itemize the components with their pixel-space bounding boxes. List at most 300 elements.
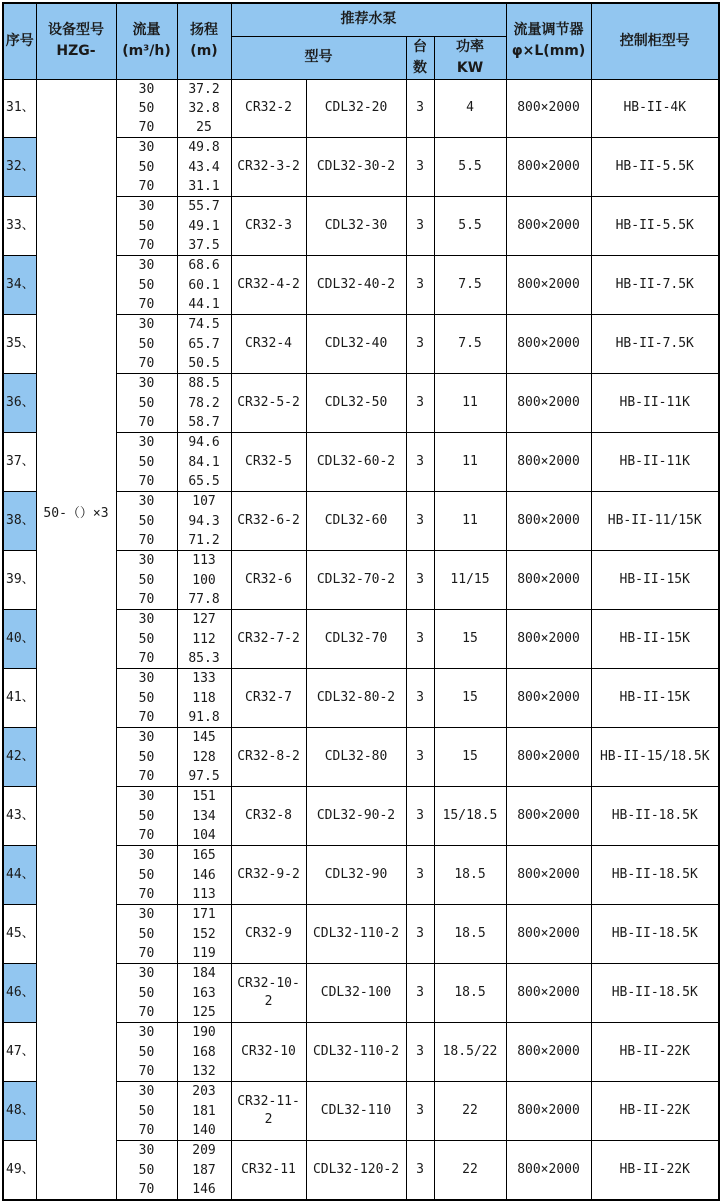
flow-value: 30 xyxy=(138,1025,155,1041)
pump-quantity: 3 xyxy=(406,315,434,374)
cdl-pump-model: CDL32-110 xyxy=(306,1082,406,1141)
pump-quantity: 3 xyxy=(406,79,434,138)
head-cell xyxy=(177,1023,231,1082)
serial-cell xyxy=(3,138,36,197)
cr-pump-model: CR32-10-2 xyxy=(231,964,306,1023)
flow-cell xyxy=(116,1082,177,1141)
head-value: 97.5 xyxy=(188,768,220,784)
control-cabinet-model: HB-II-7.5K xyxy=(591,256,719,315)
serial-number: 47、 xyxy=(6,1044,35,1060)
control-cabinet-model: HB-II-18.5K xyxy=(591,905,719,964)
pump-quantity: 3 xyxy=(406,256,434,315)
flow-regulator-size: 800×2000 xyxy=(506,492,591,551)
pump-power: 15 xyxy=(434,669,506,728)
cdl-pump-model: CDL32-70 xyxy=(306,610,406,669)
head-value: 100 xyxy=(192,572,216,588)
serial-number: 32、 xyxy=(6,159,35,175)
flow-cell xyxy=(116,610,177,669)
head-value: 112 xyxy=(192,631,216,647)
flow-regulator-size: 800×2000 xyxy=(506,964,591,1023)
head-value: 145 xyxy=(192,730,216,746)
head-value: 55.7 xyxy=(188,199,220,215)
cr-pump-model: CR32-3 xyxy=(231,197,306,256)
serial-number: 42、 xyxy=(6,749,35,765)
flow-regulator-size: 800×2000 xyxy=(506,787,591,846)
flow-regulator-size: 800×2000 xyxy=(506,728,591,787)
pump-power: 5.5 xyxy=(434,197,506,256)
serial-number: 38、 xyxy=(6,513,35,529)
flow-regulator-size: 800×2000 xyxy=(506,79,591,138)
flow-value: 50 xyxy=(138,454,155,470)
flow-cell xyxy=(116,433,177,492)
cdl-pump-model: CDL32-20 xyxy=(306,79,406,138)
head-header-label: 扬程 xyxy=(190,22,218,39)
head-value: 184 xyxy=(192,966,216,982)
cdl-pump-model: CDL32-80 xyxy=(306,728,406,787)
serial-cell xyxy=(3,1023,36,1082)
serial-cell xyxy=(3,433,36,492)
flow-cell xyxy=(116,669,177,728)
control-cabinet-model: HB-II-15/18.5K xyxy=(591,728,719,787)
serial-cell xyxy=(3,905,36,964)
pump-power: 11 xyxy=(434,492,506,551)
pump-quantity: 3 xyxy=(406,669,434,728)
head-cell xyxy=(177,610,231,669)
device-model-header-prefix: HZG- xyxy=(56,43,96,60)
flow-regulator-header-unit: φ×L(mm) xyxy=(511,43,586,60)
flow-regulator-size: 800×2000 xyxy=(506,138,591,197)
flow-value: 70 xyxy=(138,827,155,843)
head-value: 49.8 xyxy=(188,140,220,156)
flow-regulator-size: 800×2000 xyxy=(506,315,591,374)
flow-value: 30 xyxy=(138,612,155,628)
head-value: 58.7 xyxy=(188,415,220,431)
flow-cell xyxy=(116,374,177,433)
cr-pump-model: CR32-4 xyxy=(231,315,306,374)
cdl-pump-model: CDL32-110-2 xyxy=(306,1023,406,1082)
cdl-pump-model: CDL32-30-2 xyxy=(306,138,406,197)
head-value: 152 xyxy=(192,926,216,942)
head-value: 84.1 xyxy=(188,454,220,470)
flow-value: 70 xyxy=(138,356,155,372)
pump-power: 18.5 xyxy=(434,846,506,905)
flow-regulator-size: 800×2000 xyxy=(506,669,591,728)
serial-number: 36、 xyxy=(6,395,35,411)
head-value: 128 xyxy=(192,749,216,765)
serial-number: 46、 xyxy=(6,985,35,1001)
flow-value: 70 xyxy=(138,179,155,195)
flow-value: 50 xyxy=(138,985,155,1001)
head-value: 50.5 xyxy=(188,356,220,372)
control-cabinet-model: HB-II-11K xyxy=(591,433,719,492)
head-value: 125 xyxy=(192,1004,216,1020)
flow-regulator-size: 800×2000 xyxy=(506,1141,591,1200)
serial-cell xyxy=(3,374,36,433)
pump-quantity: 3 xyxy=(406,492,434,551)
flow-cell xyxy=(116,787,177,846)
flow-cell xyxy=(116,846,177,905)
head-cell xyxy=(177,492,231,551)
serial-number: 49、 xyxy=(6,1162,35,1178)
control-cabinet-model: HB-II-11/15K xyxy=(591,492,719,551)
head-value: 104 xyxy=(192,827,216,843)
head-value: 37.2 xyxy=(188,81,220,97)
flow-cell xyxy=(116,492,177,551)
cdl-pump-model: CDL32-60-2 xyxy=(306,433,406,492)
flow-regulator-size: 800×2000 xyxy=(506,197,591,256)
flow-regulator-header-label: 流量调节器 xyxy=(513,22,584,39)
flow-header xyxy=(116,3,177,79)
flow-value: 50 xyxy=(138,336,155,352)
head-cell xyxy=(177,669,231,728)
control-cabinet-model: HB-II-15K xyxy=(591,610,719,669)
pump-power: 5.5 xyxy=(434,138,506,197)
pump-power: 4 xyxy=(434,79,506,138)
control-cabinet-model: HB-II-22K xyxy=(591,1141,719,1200)
control-cabinet-header xyxy=(591,3,719,79)
flow-value: 30 xyxy=(138,907,155,923)
head-value: 25 xyxy=(196,120,212,136)
control-cabinet-header-label: 控制柜型号 xyxy=(619,32,690,49)
flow-value: 70 xyxy=(138,651,155,667)
flow-value: 50 xyxy=(138,808,155,824)
head-cell xyxy=(177,1141,231,1200)
head-value: 68.6 xyxy=(188,258,220,274)
flow-value: 50 xyxy=(138,690,155,706)
flow-value: 50 xyxy=(138,513,155,529)
flow-regulator-size: 800×2000 xyxy=(506,551,591,610)
head-value: 151 xyxy=(192,789,216,805)
head-value: 134 xyxy=(192,808,216,824)
pump-quantity: 3 xyxy=(406,197,434,256)
serial-number: 45、 xyxy=(6,926,35,942)
cdl-pump-model: CDL32-60 xyxy=(306,492,406,551)
head-value: 118 xyxy=(192,690,216,706)
cr-pump-model: CR32-6-2 xyxy=(231,492,306,551)
pump-quantity: 3 xyxy=(406,728,434,787)
pump-power: 7.5 xyxy=(434,315,506,374)
cdl-pump-model: CDL32-110-2 xyxy=(306,905,406,964)
flow-cell xyxy=(116,79,177,138)
cr-pump-model: CR32-5-2 xyxy=(231,374,306,433)
serial-number: 41、 xyxy=(6,690,35,706)
flow-value: 30 xyxy=(138,258,155,274)
serial-cell xyxy=(3,1082,36,1141)
pump-power-header xyxy=(434,36,506,79)
head-value: 32.8 xyxy=(188,100,220,116)
control-cabinet-model: HB-II-22K xyxy=(591,1023,719,1082)
serial-header xyxy=(3,3,36,79)
flow-value: 70 xyxy=(138,238,155,254)
pump-quantity: 3 xyxy=(406,138,434,197)
pump-quantity: 3 xyxy=(406,964,434,1023)
flow-value: 50 xyxy=(138,926,155,942)
flow-cell xyxy=(116,315,177,374)
flow-cell xyxy=(116,728,177,787)
control-cabinet-model: HB-II-22K xyxy=(591,1082,719,1141)
head-header-unit: (m) xyxy=(190,43,218,60)
flow-value: 50 xyxy=(138,867,155,883)
head-value: 113 xyxy=(192,553,216,569)
serial-cell xyxy=(3,1141,36,1200)
serial-number: 39、 xyxy=(6,572,35,588)
flow-value: 30 xyxy=(138,81,155,97)
flow-cell xyxy=(116,964,177,1023)
control-cabinet-model: HB-II-15K xyxy=(591,551,719,610)
head-value: 187 xyxy=(192,1162,216,1178)
head-value: 163 xyxy=(192,985,216,1001)
cr-pump-model: CR32-8 xyxy=(231,787,306,846)
serial-cell xyxy=(3,256,36,315)
flow-value: 30 xyxy=(138,730,155,746)
head-cell xyxy=(177,256,231,315)
flow-cell xyxy=(116,551,177,610)
device-model-cell xyxy=(36,79,116,1200)
cdl-pump-model: CDL32-40-2 xyxy=(306,256,406,315)
head-cell xyxy=(177,1082,231,1141)
pump-power: 11 xyxy=(434,374,506,433)
head-value: 146 xyxy=(192,1181,216,1197)
head-value: 49.1 xyxy=(188,218,220,234)
flow-regulator-header xyxy=(506,3,591,79)
pump-quantity: 3 xyxy=(406,1141,434,1200)
head-cell xyxy=(177,374,231,433)
head-cell xyxy=(177,905,231,964)
head-value: 168 xyxy=(192,1044,216,1060)
control-cabinet-model: HB-II-18.5K xyxy=(591,964,719,1023)
pump-power: 11 xyxy=(434,433,506,492)
table-body xyxy=(3,79,719,1200)
cdl-pump-model: CDL32-50 xyxy=(306,374,406,433)
cr-pump-model: CR32-3-2 xyxy=(231,138,306,197)
pump-power: 15 xyxy=(434,610,506,669)
head-value: 165 xyxy=(192,848,216,864)
flow-value: 30 xyxy=(138,1084,155,1100)
head-value: 119 xyxy=(192,945,216,961)
head-value: 31.1 xyxy=(188,179,220,195)
pump-quantity: 3 xyxy=(406,1082,434,1141)
head-value: 113 xyxy=(192,886,216,902)
flow-value: 70 xyxy=(138,1122,155,1138)
cdl-pump-model: CDL32-70-2 xyxy=(306,551,406,610)
flow-header-unit: (m³/h) xyxy=(122,43,171,60)
head-cell xyxy=(177,138,231,197)
pump-power: 18.5/22 xyxy=(434,1023,506,1082)
serial-number: 40、 xyxy=(6,631,35,647)
serial-number: 37、 xyxy=(6,454,35,470)
head-value: 85.3 xyxy=(188,651,220,667)
serial-cell xyxy=(3,551,36,610)
pump-quantity: 3 xyxy=(406,374,434,433)
control-cabinet-model: HB-II-18.5K xyxy=(591,787,719,846)
flow-cell xyxy=(116,197,177,256)
flow-value: 70 xyxy=(138,120,155,136)
serial-number: 43、 xyxy=(6,808,35,824)
head-cell xyxy=(177,964,231,1023)
head-value: 71.2 xyxy=(188,533,220,549)
cr-pump-model: CR32-7 xyxy=(231,669,306,728)
pump-quantity: 3 xyxy=(406,1023,434,1082)
flow-value: 70 xyxy=(138,297,155,313)
head-value: 132 xyxy=(192,1063,216,1079)
flow-value: 30 xyxy=(138,140,155,156)
pump-quantity: 3 xyxy=(406,787,434,846)
flow-value: 70 xyxy=(138,592,155,608)
pump-qty-header-label: 台数 xyxy=(413,38,427,76)
cr-pump-model: CR32-2 xyxy=(231,79,306,138)
control-cabinet-model: HB-II-18.5K xyxy=(591,846,719,905)
flow-regulator-size: 800×2000 xyxy=(506,1082,591,1141)
cr-pump-model: CR32-11 xyxy=(231,1141,306,1200)
pump-power: 18.5 xyxy=(434,964,506,1023)
pump-power-header-label: 功率 xyxy=(456,38,484,55)
head-value: 94.6 xyxy=(188,435,220,451)
head-value: 74.5 xyxy=(188,317,220,333)
flow-value: 50 xyxy=(138,395,155,411)
flow-value: 70 xyxy=(138,1004,155,1020)
cdl-pump-model: CDL32-90 xyxy=(306,846,406,905)
control-cabinet-model: HB-II-4K xyxy=(591,79,719,138)
cr-pump-model: CR32-10 xyxy=(231,1023,306,1082)
flow-value: 30 xyxy=(138,671,155,687)
control-cabinet-model: HB-II-5.5K xyxy=(591,197,719,256)
head-value: 60.1 xyxy=(188,277,220,293)
serial-number: 33、 xyxy=(6,218,35,234)
cr-pump-model: CR32-6 xyxy=(231,551,306,610)
pump-quantity: 3 xyxy=(406,433,434,492)
head-value: 107 xyxy=(192,494,216,510)
flow-value: 50 xyxy=(138,1044,155,1060)
recommended-pump-group-label: 推荐水泵 xyxy=(340,11,397,28)
table-row xyxy=(3,79,719,138)
serial-cell xyxy=(3,610,36,669)
flow-value: 70 xyxy=(138,945,155,961)
pump-quantity: 3 xyxy=(406,610,434,669)
head-value: 133 xyxy=(192,671,216,687)
serial-number: 35、 xyxy=(6,336,35,352)
pump-quantity: 3 xyxy=(406,846,434,905)
flow-value: 30 xyxy=(138,1143,155,1159)
flow-value: 50 xyxy=(138,159,155,175)
cdl-pump-model: CDL32-80-2 xyxy=(306,669,406,728)
head-cell xyxy=(177,846,231,905)
flow-cell xyxy=(116,138,177,197)
flow-regulator-size: 800×2000 xyxy=(506,846,591,905)
flow-value: 30 xyxy=(138,494,155,510)
pump-power: 18.5 xyxy=(434,905,506,964)
flow-regulator-size: 800×2000 xyxy=(506,256,591,315)
head-cell xyxy=(177,197,231,256)
flow-regulator-size: 800×2000 xyxy=(506,433,591,492)
flow-cell xyxy=(116,905,177,964)
flow-header-label: 流量 xyxy=(132,22,161,39)
flow-cell xyxy=(116,1141,177,1200)
flow-cell xyxy=(116,1023,177,1082)
flow-value: 50 xyxy=(138,631,155,647)
flow-value: 50 xyxy=(138,572,155,588)
head-cell xyxy=(177,315,231,374)
head-value: 88.5 xyxy=(188,376,220,392)
serial-number: 34、 xyxy=(6,277,35,293)
serial-cell xyxy=(3,315,36,374)
flow-value: 70 xyxy=(138,886,155,902)
head-value: 127 xyxy=(192,612,216,628)
flow-value: 30 xyxy=(138,789,155,805)
flow-cell xyxy=(116,256,177,315)
control-cabinet-model: HB-II-7.5K xyxy=(591,315,719,374)
flow-value: 30 xyxy=(138,966,155,982)
head-header xyxy=(177,3,231,79)
pump-model-header-label: 型号 xyxy=(304,49,333,65)
cdl-pump-model: CDL32-120-2 xyxy=(306,1141,406,1200)
cr-pump-model: CR32-4-2 xyxy=(231,256,306,315)
flow-value: 50 xyxy=(138,100,155,116)
flow-value: 30 xyxy=(138,848,155,864)
serial-number: 44、 xyxy=(6,867,35,883)
cdl-pump-model: CDL32-100 xyxy=(306,964,406,1023)
flow-value: 70 xyxy=(138,710,155,725)
flow-value: 30 xyxy=(138,317,155,333)
head-value: 77.8 xyxy=(188,592,220,608)
flow-value: 30 xyxy=(138,435,155,451)
cdl-pump-model: CDL32-90-2 xyxy=(306,787,406,846)
flow-value: 70 xyxy=(138,415,155,431)
control-cabinet-model: HB-II-5.5K xyxy=(591,138,719,197)
head-value: 91.8 xyxy=(188,710,220,725)
flow-value: 70 xyxy=(138,533,155,549)
pump-model-header xyxy=(231,36,406,79)
head-value: 203 xyxy=(192,1084,216,1100)
pump-power: 15 xyxy=(434,728,506,787)
pump-power: 11/15 xyxy=(434,551,506,610)
head-value: 65.7 xyxy=(188,336,220,352)
flow-value: 30 xyxy=(138,199,155,215)
flow-value: 70 xyxy=(138,1181,155,1197)
head-value: 171 xyxy=(192,907,216,923)
flow-value: 50 xyxy=(138,749,155,765)
cdl-pump-model: CDL32-40 xyxy=(306,315,406,374)
head-cell xyxy=(177,79,231,138)
head-cell xyxy=(177,728,231,787)
head-value: 190 xyxy=(192,1025,216,1041)
serial-number: 48、 xyxy=(6,1103,35,1119)
flow-value: 50 xyxy=(138,218,155,234)
head-value: 146 xyxy=(192,867,216,883)
pump-quantity: 3 xyxy=(406,905,434,964)
pump-quantity: 3 xyxy=(406,551,434,610)
cdl-pump-model: CDL32-30 xyxy=(306,197,406,256)
serial-cell xyxy=(3,787,36,846)
device-model-header-label: 设备型号 xyxy=(48,22,104,39)
cr-pump-model: CR32-9-2 xyxy=(231,846,306,905)
flow-regulator-size: 800×2000 xyxy=(506,374,591,433)
head-value: 44.1 xyxy=(188,297,220,313)
serial-number: 31、 xyxy=(6,100,35,116)
flow-value: 30 xyxy=(138,376,155,392)
pump-power: 22 xyxy=(434,1141,506,1200)
cr-pump-model: CR32-11-2 xyxy=(231,1082,306,1141)
head-cell xyxy=(177,787,231,846)
pump-power-header-unit: KW xyxy=(456,59,484,76)
pump-qty-header xyxy=(406,36,434,79)
head-value: 65.5 xyxy=(188,474,220,490)
serial-cell xyxy=(3,492,36,551)
flow-value: 70 xyxy=(138,474,155,490)
flow-value: 70 xyxy=(138,1063,155,1079)
head-value: 94.3 xyxy=(188,513,220,529)
table-header xyxy=(3,3,719,79)
cr-pump-model: CR32-5 xyxy=(231,433,306,492)
